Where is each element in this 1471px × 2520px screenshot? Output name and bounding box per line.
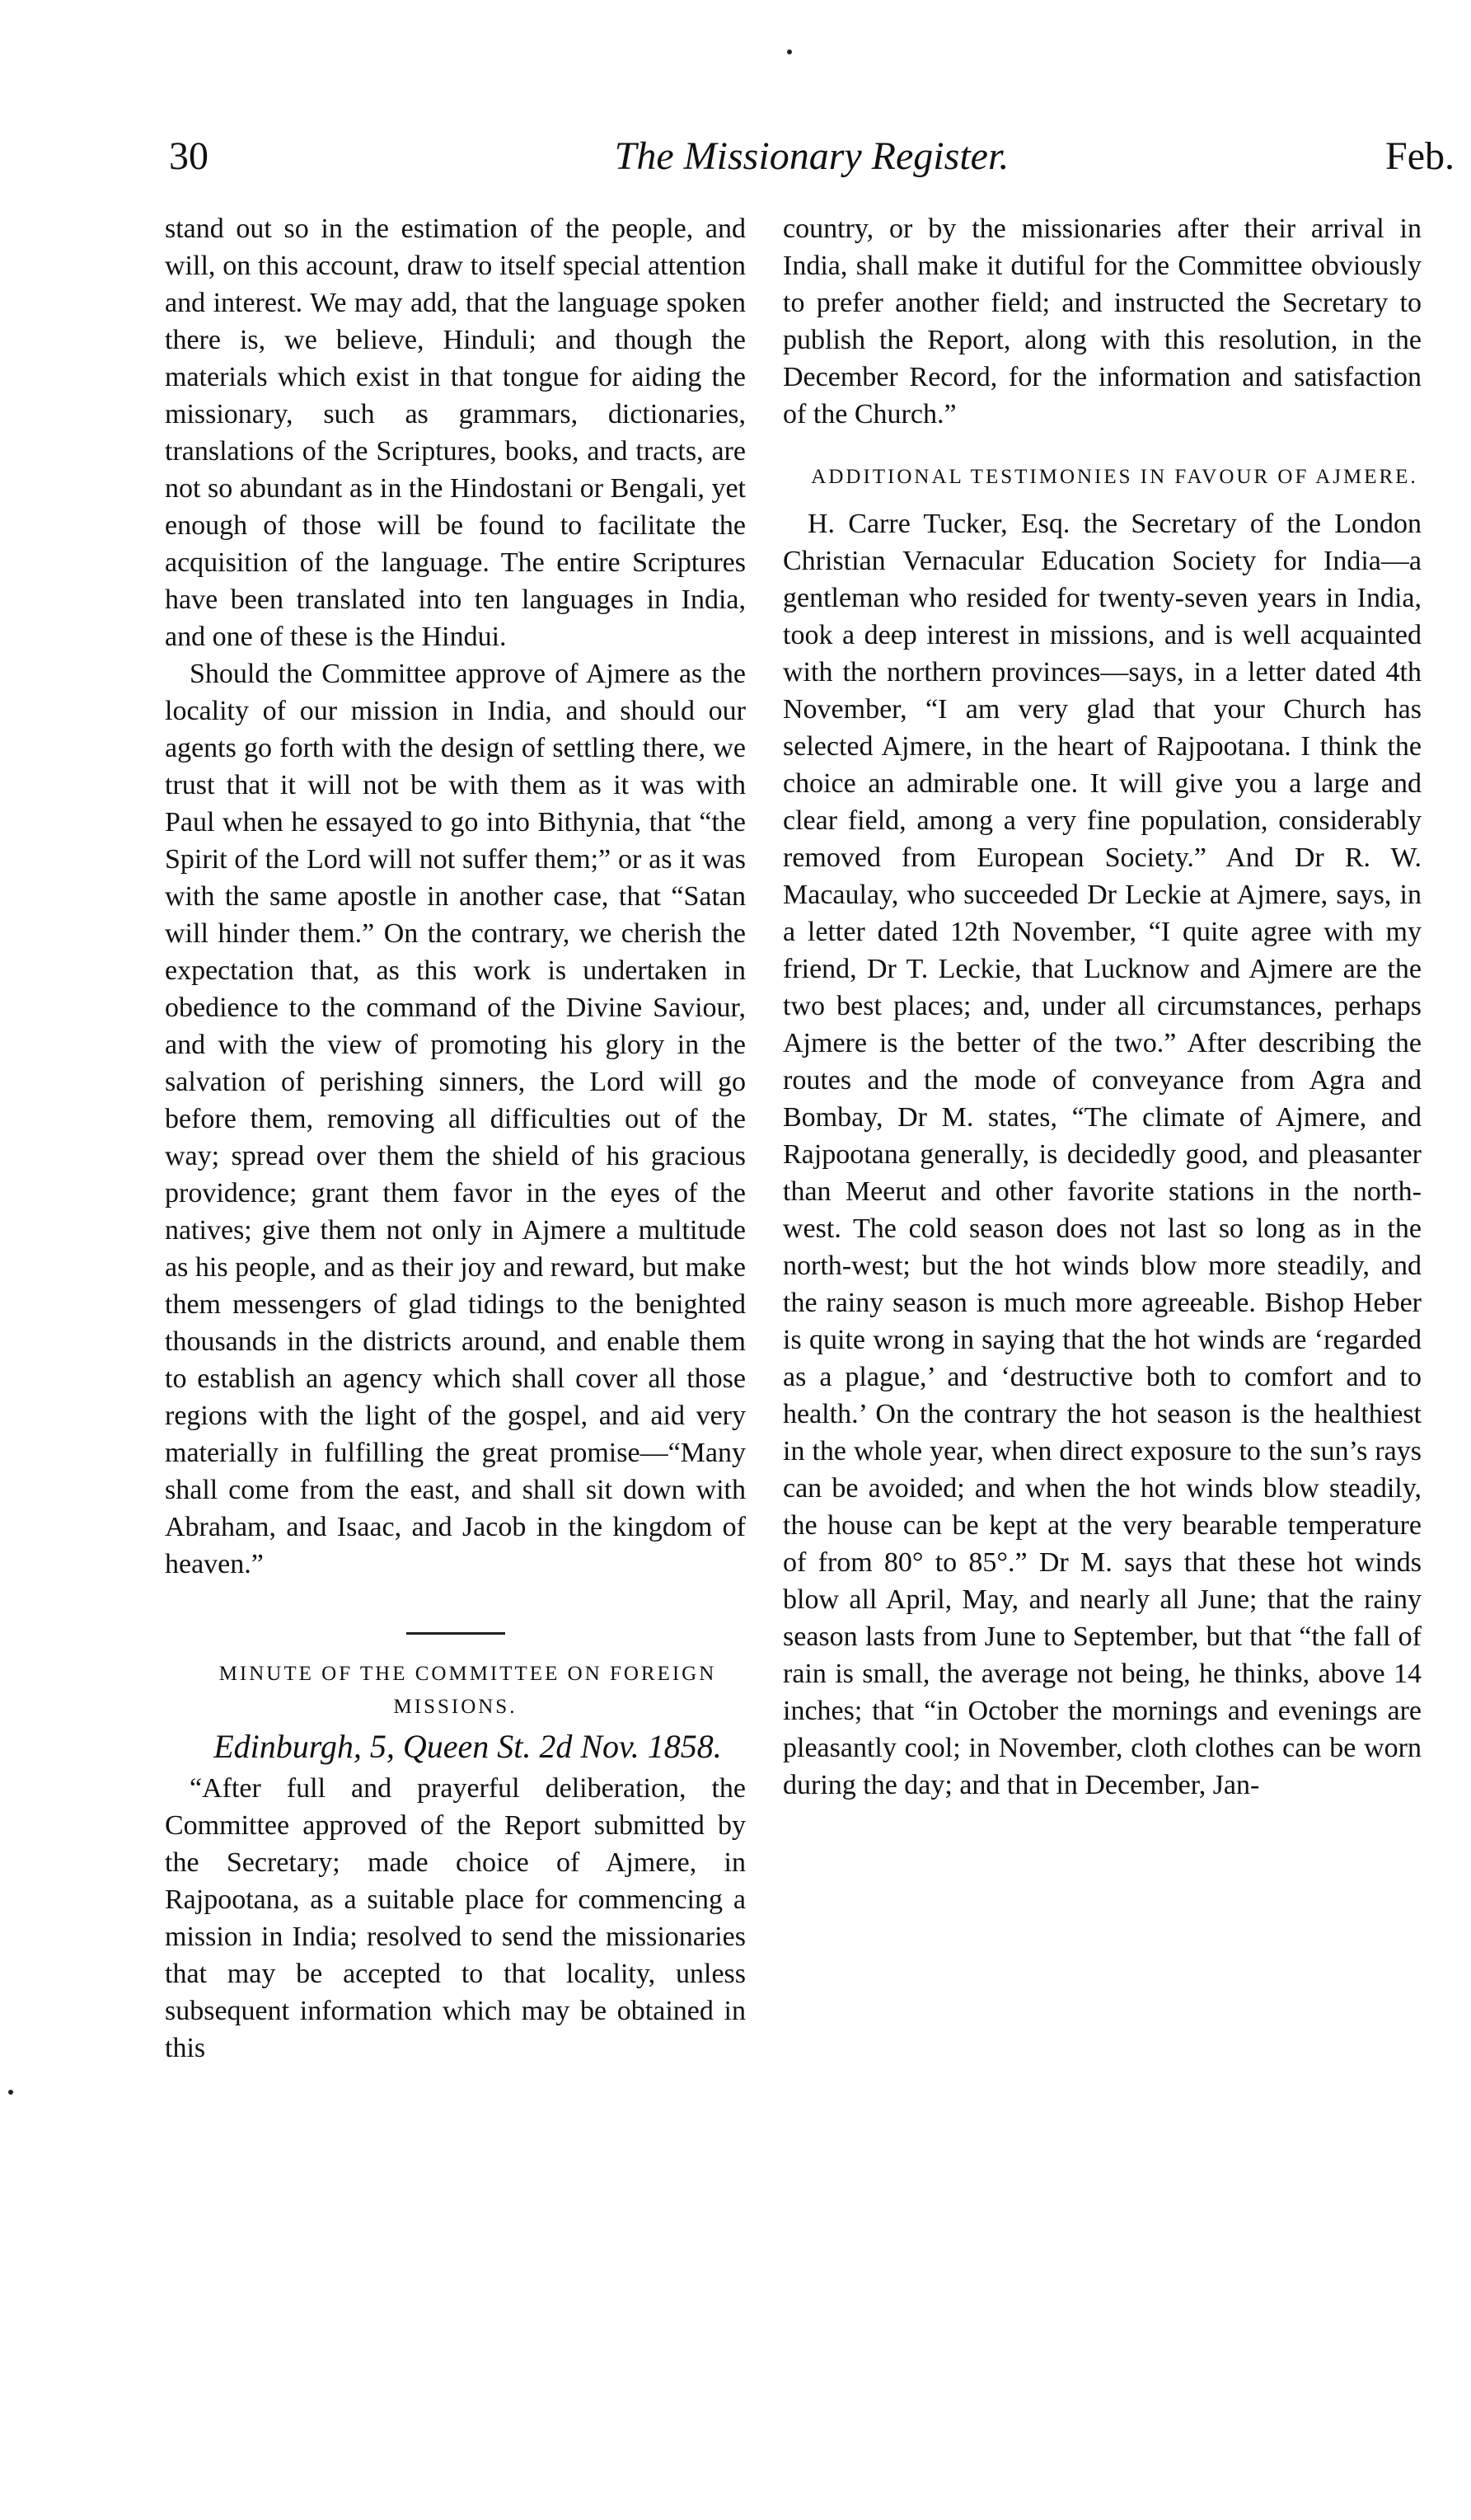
left-column <box>165 210 746 2477</box>
left-paragraph-3: “After full and prayerful deliberation, the Committee approved of the Report submitted by the Secretary; made choice of Ajmere, in Rajpootana, as a suitable place for commencing a mission in India; resolved to send the missionaries that may be accepted to that locality, unless subsequent information which may be obtained in this <box>165 1773 746 2063</box>
testimonies-heading: ADDITIONAL TESTIMONIES IN FAVOUR OF AJMERE. <box>811 466 1418 488</box>
page-header <box>169 128 1455 185</box>
right-paragraph-2: H. Carre Tucker, Esq. the Secretary of the London Christian Vernacular Education Society for India—a gentleman who resided for twenty-seven years in India, took a deep interest in missions, and is well acquainted with the northern provinces—says, in a letter dated 4th November, “I am very glad that your Church has selected Ajmere, in the heart of Rajpootana. I think the choice an admirable one. It will give you a large and clear field, among a very fine population, considerably removed from European Society.” And Dr R. W. Macaulay, who succeeded Dr Leckie at Ajmere, says, in a letter dated 12th November, “I quite agree with my friend, Dr T. Leckie, that Lucknow and Ajmere are the two best places; and, under all circumstances, perhaps Ajmere is the better of the two.” After describing the routes and the mode of conveyance from Agra and Bombay, Dr M. states, “The climate of Ajmere, and Rajpootana generally, is decidedly good, and pleasanter than Meerut and other favorite stations in the north-west. The cold season does not last so long as in the north-west; but the hot winds blow more steadily, and the rainy season is much more agreeable. Bishop Heber is quite wrong in saying that the hot winds are ‘regarded as a plague,’ and ‘destructive both to comfort and to health.’ On the contrary the hot season is the healthiest in the whole year, when direct exposure to the sun’s rays can be avoided; and when the hot winds blow steadily, the house can be kept at the very bearable temperature of from 80° to 85°.” Dr M. says that these hot winds blow all April, May, and nearly all June; that the rainy season lasts from June to September, but that “the fall of rain is small, the average not being, he thinks, above 14 inches; that “in October the mornings and evenings are pleasantly cool; in November, cloth clothes can be worn during the day; and that in December, Jan- <box>783 509 1422 1800</box>
right-paragraph-1: country, or by the missionaries after their arrival in India, shall make it dutiful for the Committee obviously to prefer another field; and instructed the Secretary to publish the Report, along with this resolution, in the December Record, for the information and satisfaction of the Church.” <box>783 214 1422 429</box>
running-title: The Missionary Register. <box>614 134 1010 178</box>
left-paragraph-2: Should the Committee approve of Ajmere as the locality of our mission in India, and should our agents go forth with the design of settling there, we trust that it will not be with them as it was with Paul when he essayed to go into Bithynia, that “the Spirit of the Lord will not suffer them;” or as it was with the same apostle in another case, that “Satan will hinder them.” On the contrary, we cherish the expectation that, as this work is undertaken in obedience to the command of the Divine Saviour, and with the view of promoting his glory in the salvation of perishing sinners, the Lord will go before them, removing all difficulties out of the way; spread over them the shield of his gracious providence; grant them favor in the eyes of the natives; give them not only in Ajmere a multitude as his people, and as their joy and reward, but make them messengers of glad tidings to the benighted thousands in the districts around, and enable them to establish an agency which shall cover all those regions with the light of the gospel, and aid very materially in fulfilling the great promise—“Many shall come from the east, and shall sit down with Abraham, and Isaac, and Jacob in the kingdom of heaven.” <box>165 659 746 1579</box>
scan-speck <box>8 2090 13 2095</box>
minute-dateline: Edinburgh, 5, Queen St. 2d Nov. 1858. <box>213 1728 722 1765</box>
left-paragraph-1: stand out so in the estimation of the people, and will, on this account, draw to itself special attention and interest. We may add, that the language spoken there is, we believe, Hinduli; and though the materials which exist in that tongue for aiding the missionary, such as grammars, dictionaries, translations of the Scriptures, books, and tracts, are not so abundant as in the Hindostani or Bengali, yet enough of those will be found to facilitate the acquisition of the language. The entire Scriptures have been translated into ten languages in India, and one of these is the Hindui. <box>165 214 746 652</box>
section-divider <box>406 1632 505 1635</box>
header-month: Feb. <box>1385 134 1455 178</box>
right-column <box>783 210 1422 2477</box>
scan-speck <box>787 49 792 54</box>
minute-heading: MINUTE OF THE COMMITTEE ON FOREIGN MISSIONS. <box>218 1663 717 1718</box>
page-number: 30 <box>169 134 208 178</box>
